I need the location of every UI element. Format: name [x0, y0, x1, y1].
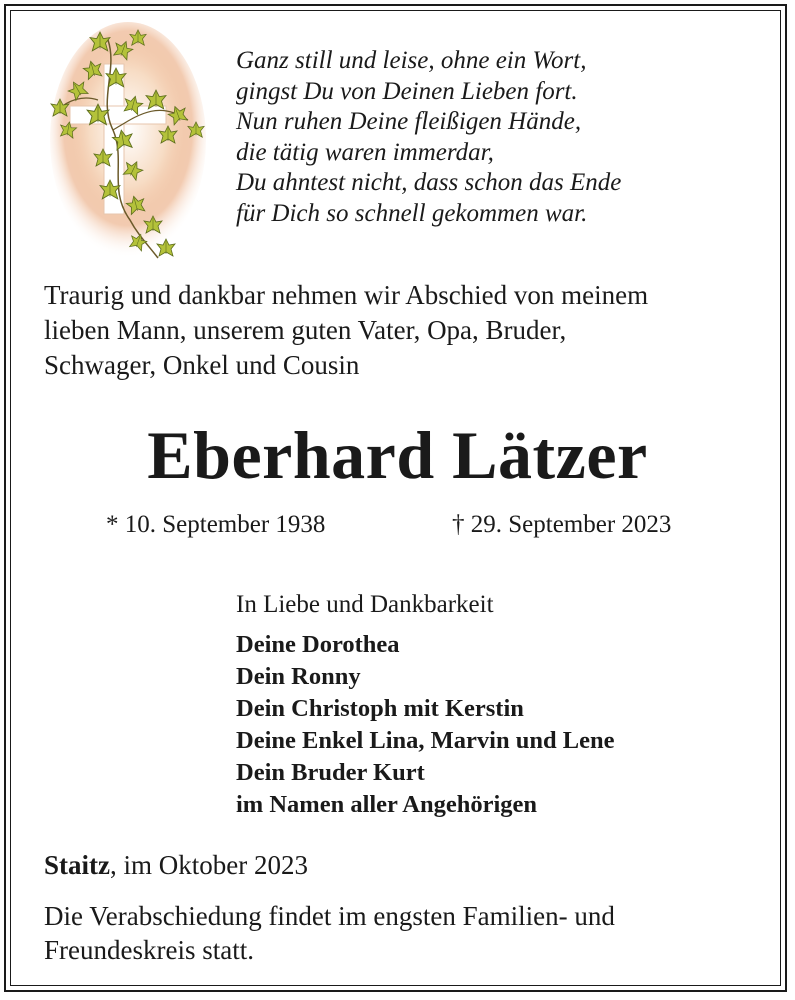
farewell-note: [44, 899, 764, 967]
farewell-line: Freundeskreis statt.: [44, 935, 254, 965]
intro-text: [44, 278, 764, 383]
mourner-name: im Namen aller Angehörigen: [236, 791, 538, 818]
intro-line: lieben Mann, unserem guten Vater, Opa, Bruder,: [44, 315, 567, 345]
mourners-list: [236, 629, 614, 821]
cross-with-ivy-icon: [38, 20, 218, 265]
poem-line: Ganz still und leise, ohne ein Wort,: [236, 47, 587, 74]
poem-line: Du ahntest nicht, dass schon das Ende: [236, 169, 622, 196]
intro-line: Schwager, Onkel und Cousin: [44, 350, 360, 380]
intro-line: Traurig und dankbar nehmen wir Abschied von meinem: [44, 280, 649, 310]
mourner-name: Deine Enkel Lina, Marvin und Lene: [236, 727, 615, 754]
place-and-date: [44, 849, 308, 881]
deceased-name: Eberhard Lätzer: [147, 417, 648, 493]
poem-line: gingst Du von Deinen Lieben fort.: [236, 77, 578, 105]
death-date: † 29. September 2023: [452, 511, 672, 538]
place-date: , im Oktober 2023: [109, 850, 308, 880]
mourner-name: Dein Christoph mit Kerstin: [236, 695, 524, 722]
poem: [236, 46, 756, 229]
birth-date: * 10. September 1938: [106, 511, 326, 538]
mourner-name: Dein Bruder Kurt: [236, 759, 425, 786]
farewell-line: Die Verabschiedung findet im engsten Familien- und: [44, 901, 615, 931]
place-town: Staitz: [44, 850, 110, 880]
poem-line: Nun ruhen Deine fleißigen Hände,: [236, 108, 582, 135]
poem-line: die tätig waren immerdar,: [236, 138, 494, 166]
mourner-name: Deine Dorothea: [236, 631, 400, 658]
mourners-intro: In Liebe und Dankbarkeit: [236, 591, 494, 618]
mourner-name: Dein Ronny: [236, 663, 361, 690]
poem-line: für Dich so schnell gekommen war.: [236, 199, 588, 227]
